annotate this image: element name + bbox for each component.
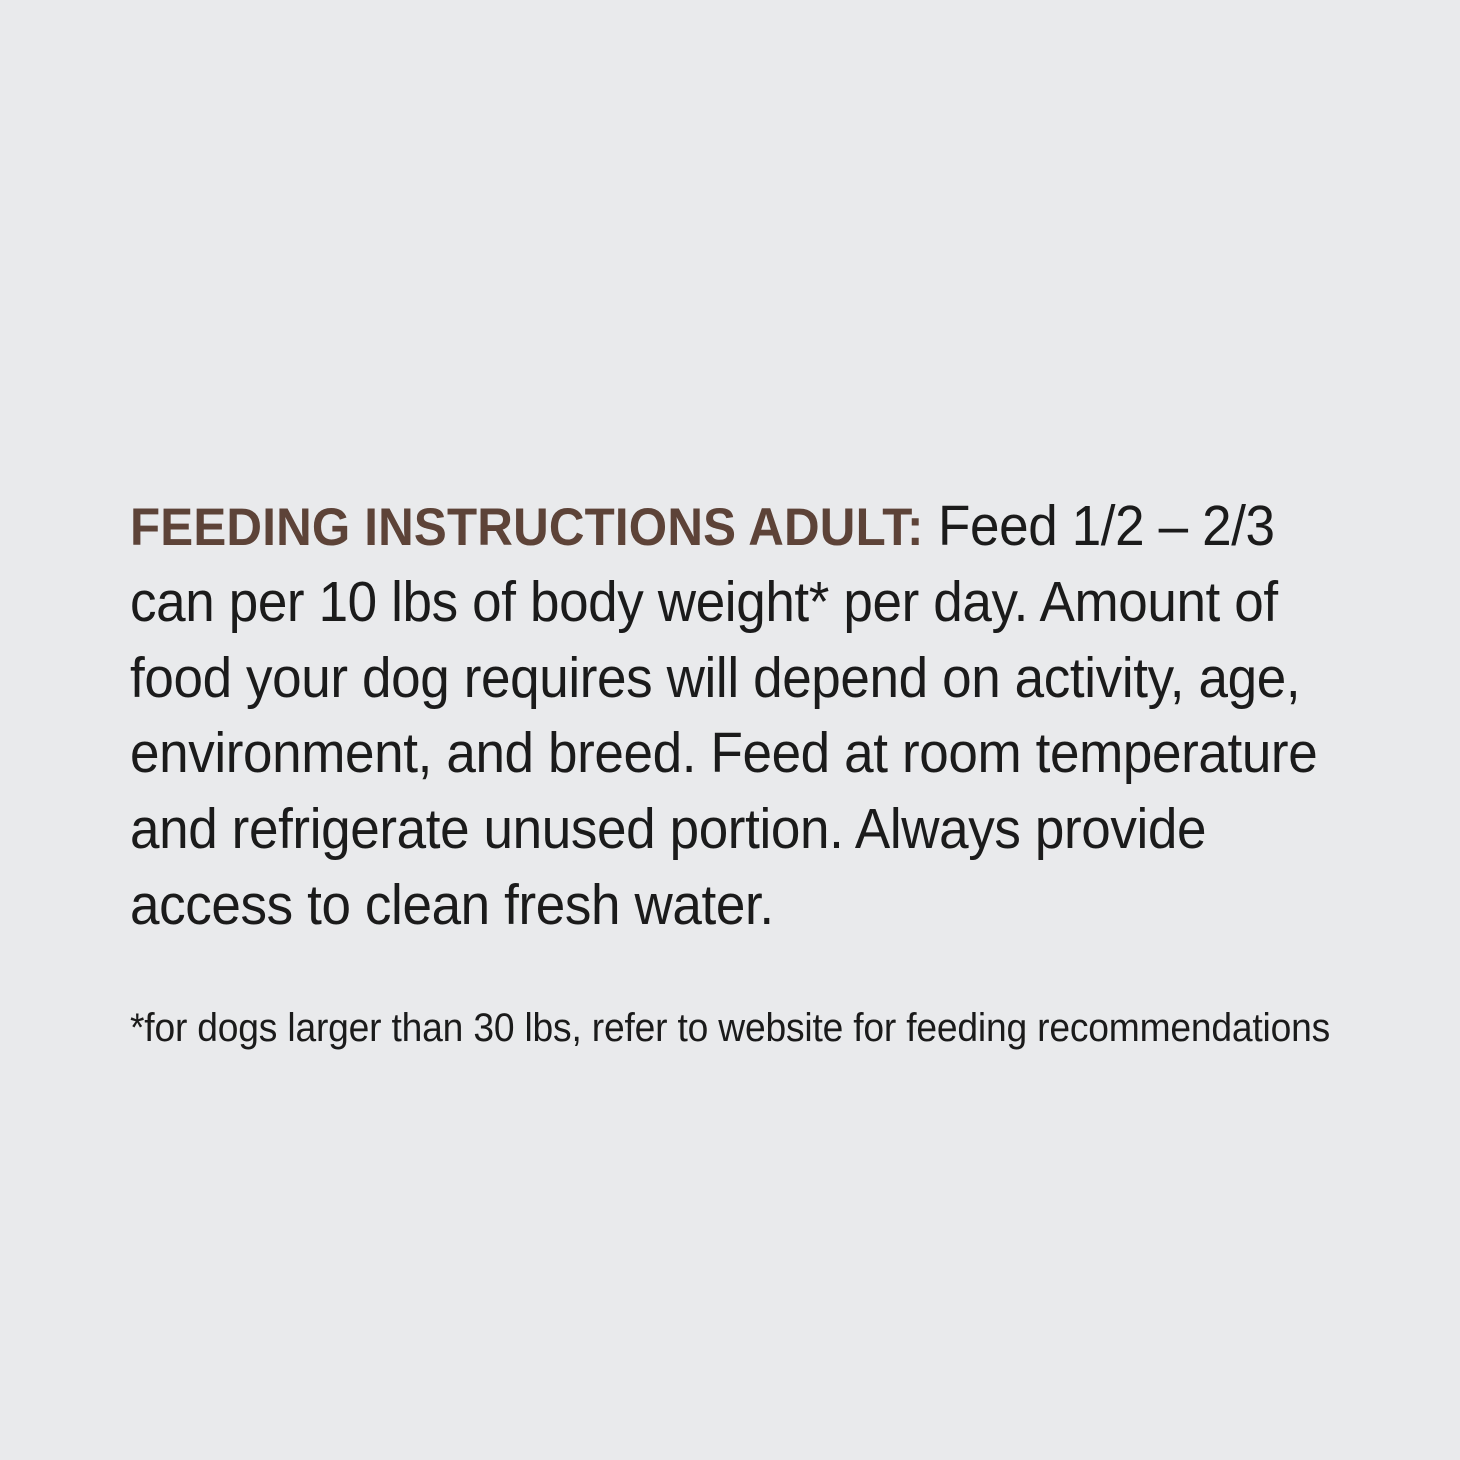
feeding-instructions-heading: FEEDING INSTRUCTIONS ADULT:: [130, 498, 924, 557]
feeding-instructions-body: Feed 1/2 – 2/3 can per 10 lbs of body weight* per day. Amount of food your dog requires will depend on activity, age, environment, and breed. Feed at room temperature and refrigerate unused portion. Always provide access to clean fresh water.: [130, 494, 1318, 937]
feeding-instructions-panel: [130, 432, 1360, 1095]
feeding-instructions-footnote: *for dogs larger than 30 lbs, refer to website for feeding recommendations: [130, 1005, 1331, 1050]
feeding-instructions-paragraph: [130, 489, 1358, 944]
